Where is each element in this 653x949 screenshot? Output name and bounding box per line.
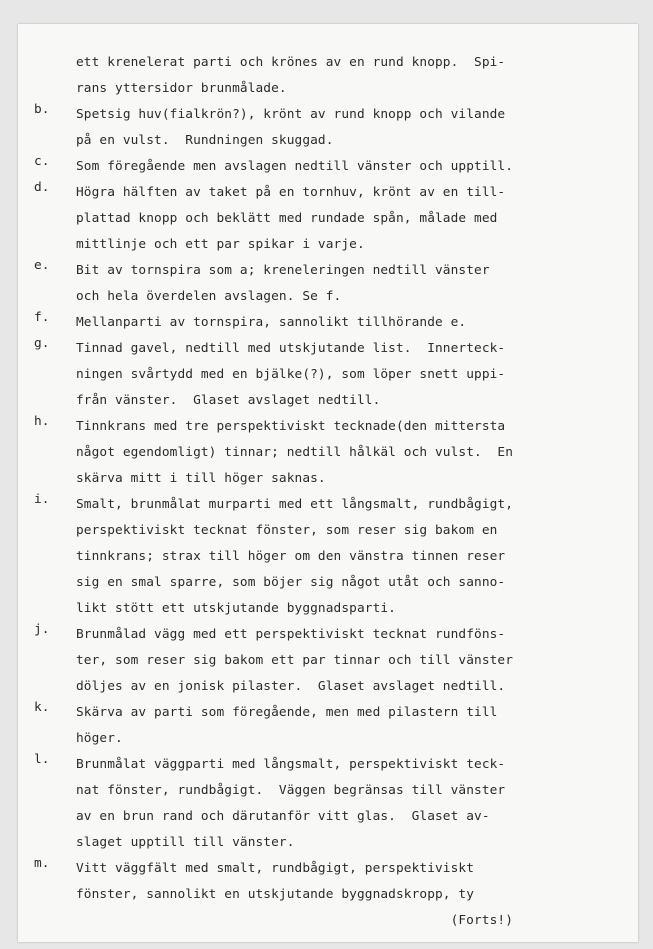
entry-letter: g.	[34, 336, 50, 351]
entry-letter: d.	[34, 180, 50, 195]
text-line: rans yttersidor brunmålade.	[76, 81, 287, 96]
typed-text-body	[34, 50, 514, 934]
text-line: tinnkrans; strax till höger om den vänstra tinnen reser	[76, 549, 506, 564]
text-line: skärva mitt i till höger saknas.	[76, 471, 326, 486]
text-line: av en brun rand och därutanför vitt glas. Glaset av-	[76, 809, 490, 824]
text-line: Spetsig huv(fialkrön?), krönt av rund knopp och vilande	[76, 107, 506, 122]
text-line: Smalt, brunmålat murparti med ett långsmalt, rundbågigt,	[76, 497, 514, 512]
entry-letter: h.	[34, 414, 50, 429]
catalog-entry	[76, 50, 513, 102]
text-line: något egendomligt) tinnar; nedtill hålkäl och vulst. En	[76, 445, 514, 460]
entry-letter: e.	[34, 258, 50, 273]
catalog-entry	[34, 700, 513, 752]
text-line: Vitt väggfält med smalt, rundbågigt, perspektiviskt	[76, 861, 475, 876]
text-line: nat fönster, rundbågigt. Väggen begränsas till vänster	[76, 783, 506, 798]
entry-letter: j.	[34, 622, 50, 637]
catalog-entry	[34, 492, 514, 622]
text-line: på en vulst. Rundningen skuggad.	[76, 133, 334, 148]
entry-letter: m.	[34, 856, 50, 871]
text-line: Bit av tornspira som a; kreneleringen nedtill vänster	[76, 263, 490, 278]
text-line: och hela överdelen avslagen. Se f.	[76, 289, 342, 304]
text-line: mittlinje och ett par spikar i varje.	[76, 237, 365, 252]
text-line: döljes av en jonisk pilaster. Glaset avslaget nedtill.	[76, 679, 506, 694]
text-line: från vänster. Glaset avslaget nedtill.	[76, 393, 381, 408]
text-line: Brunmålat väggparti med långsmalt, perspektiviskt teck-	[76, 757, 506, 772]
text-line: Som föregående men avslagen nedtill vänster och upptill.	[76, 159, 514, 174]
catalog-entry	[34, 856, 513, 908]
text-line: ter, som reser sig bakom ett par tinnar och till vänster	[76, 653, 514, 668]
catalog-entry	[34, 180, 513, 258]
document-page	[18, 24, 638, 942]
entry-letter: i.	[34, 492, 50, 507]
catalog-entry	[34, 154, 514, 180]
text-line: Tinnad gavel, nedtill med utskjutande list. Innerteck-	[76, 341, 506, 356]
text-line: fönster, sannolikt en utskjutande byggnadskropp, ty	[76, 887, 475, 902]
text-line: ett krenelerat parti och krönes av en rund knopp. Spi-	[76, 55, 506, 70]
entry-letter: c.	[34, 154, 50, 169]
text-line: ningen svårtydd med en bjälke(?), som löper snett uppi-	[76, 367, 506, 382]
text-line: Skärva av parti som föregående, men med pilastern till	[76, 705, 498, 720]
text-line: Brunmålad vägg med ett perspektiviskt tecknat rundföns-	[76, 627, 506, 642]
text-line: sig en smal sparre, som böjer sig något utåt och sanno-	[76, 575, 506, 590]
catalog-entry	[34, 414, 514, 492]
entry-letter: k.	[34, 700, 50, 715]
entry-letter: f.	[34, 310, 50, 325]
text-line: höger.	[76, 731, 123, 746]
catalog-entry	[34, 258, 513, 310]
continuation-note: (Forts!)	[450, 913, 513, 928]
text-line: Högra hälften av taket på en tornhuv, krönt av en till-	[76, 185, 506, 200]
catalog-entry	[34, 102, 513, 154]
text-line: Mellanparti av tornspira, sannolikt tillhörande e.	[76, 315, 467, 330]
catalog-entry	[34, 310, 513, 336]
catalog-entry	[34, 752, 513, 856]
catalog-entry	[34, 622, 514, 700]
entry-letter: l.	[34, 752, 50, 767]
catalog-entry	[34, 336, 513, 414]
text-line: perspektiviskt tecknat fönster, som reser sig bakom en	[76, 523, 498, 538]
text-line: likt stött ett utskjutande byggnadsparti.	[76, 601, 396, 616]
text-line: plattad knopp och beklätt med rundade spån, målade med	[76, 211, 498, 226]
entry-letter: b.	[34, 102, 50, 117]
text-line: Tinnkrans med tre perspektiviskt tecknade(den mittersta	[76, 419, 506, 434]
text-line: slaget upptill till vänster.	[76, 835, 295, 850]
